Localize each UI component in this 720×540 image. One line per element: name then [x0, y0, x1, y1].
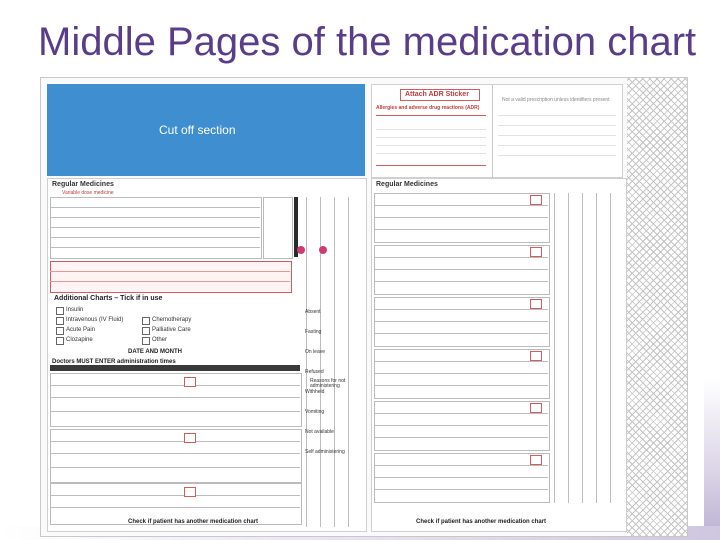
pink-dot-right	[319, 246, 327, 254]
date-month-label: DATE AND MONTH	[128, 349, 182, 355]
reason-code-refused: Refused	[305, 369, 324, 375]
not-valid-label: Not a valid prescription unless identifiers present	[502, 97, 610, 103]
decorative-side-gradient	[704, 0, 720, 540]
right-med-block-1	[374, 193, 550, 243]
right-med-block-2	[374, 245, 550, 295]
reason-code-leave: On leave	[305, 349, 326, 355]
cutoff-label: Cut off section	[159, 123, 236, 137]
reason-code-withheld: Withheld	[305, 389, 325, 395]
adr-sticker-box	[400, 89, 480, 101]
pink-dot-left	[297, 246, 305, 254]
chart-item-iv: Intravenous (IV Fluid)	[66, 317, 124, 323]
left-dose-table	[263, 197, 293, 259]
hatched-margin	[627, 78, 687, 536]
slide-title: Middle Pages of the medication chart	[38, 20, 697, 64]
check-left: Check if patient has another medication chart	[128, 519, 259, 525]
doctors-enter-label: Doctors MUST ENTER administration times	[52, 359, 176, 365]
variable-dose-label: Variable dose medicine	[62, 190, 114, 196]
reason-code-absent: Absent	[305, 309, 321, 315]
chart-item-insulin: Insulin	[66, 307, 84, 313]
right-header: Regular Medicines	[376, 181, 438, 188]
medication-chart-image	[40, 77, 688, 537]
chart-item-other: Other	[152, 337, 168, 343]
ward-band	[50, 261, 292, 293]
adr-sticker-label: Attach ADR Sticker	[405, 91, 469, 98]
chart-item-clozapine: Clozapine	[66, 337, 93, 343]
reason-code-vomiting: Vomiting	[305, 409, 325, 415]
check-right: Check if patient has another medication chart	[416, 519, 547, 525]
right-med-block-6	[374, 453, 550, 503]
chart-item-palliative: Palliative Care	[152, 327, 191, 333]
right-med-block-4	[374, 349, 550, 399]
additional-charts-label: Additional Charts – Tick if in use	[54, 295, 163, 302]
middle-reason-column	[291, 308, 363, 528]
reason-code-na: Not available	[305, 429, 334, 435]
reason-code-self: Self administering	[305, 449, 345, 455]
patient-header-block	[371, 84, 623, 178]
left-header: Regular Medicines	[52, 181, 114, 188]
right-regular-medicines	[371, 178, 627, 532]
chart-item-chemo: Chemotherapy	[152, 317, 192, 323]
cutoff-section	[47, 84, 365, 176]
right-med-block-5	[374, 401, 550, 451]
allergies-label: Allergies and adverse drug reactions (ADR)	[376, 105, 480, 111]
med-block-1	[50, 373, 302, 427]
right-med-block-3	[374, 297, 550, 347]
med-block-2	[50, 429, 302, 483]
reason-label: Reasons for not administering	[310, 378, 346, 389]
reason-code-fasting: Fasting	[305, 329, 322, 335]
chart-item-acute-pain: Acute Pain	[66, 327, 96, 333]
